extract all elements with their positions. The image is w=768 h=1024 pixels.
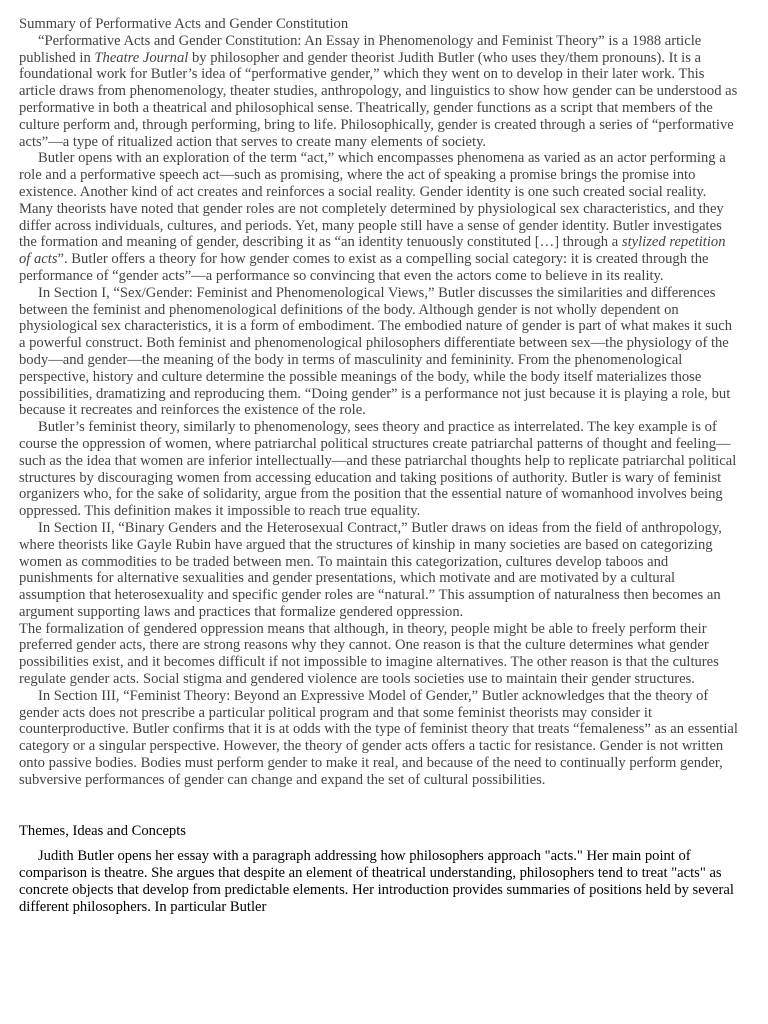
paragraph-6: The formalization of gendered oppression means that although, in theory, people might be able to freely perform their preferred gender acts, there are strong reasons why they cannot. One reason is that the culture determines what gender possibilities exist, and it becomes difficult if not impossible to imagine alternatives. The other reason is that the cultures regulate gender acts. Social stigma and gendered violence are tools societies use to maintain their gender structures. — [19, 620, 719, 688]
paragraph-1-text-b: by philosopher and gender theorist Judith Butler (who uses they/them pronouns). It is a foundational work for Butler’s idea of “performative gender,” which they went on to develop in their later work. This article draws from phenomenology, theater studies, anthropology, and linguistics to show how gender can be understood as performative in both a theatrical and philosophical sense. Theatrically, gender functions as a script that members of the culture perform and, through performing, bring to life. Philosophically, gender is created through a series of “performative acts”—a type of ritualized action that serves to create many elements of society. — [19, 49, 738, 150]
paragraph-2-text-a: Butler opens with an exploration of the term “act,” which encompasses phenomena as varied as an actor performing a role and a performative speech act—such as promising, where the act of speaking a promise brings the promise into existence. Another kind of act creates and reinforces a social reality. Gender identity is one such created social reality. Many theorists have noted that gender roles are not completely determined by physiological sex characteristics, and they differ across individuals, cultures, and periods. Yet, many people still have a sense of gender identity. Butler investigates the formation and meaning of gender, describing it as “an identity tenuously constituted […] through a — [19, 150, 726, 251]
themes-heading: Themes, Ideas and Concepts — [19, 822, 186, 839]
paragraph-2-text-b: ”. Butler offers a theory for how gender comes to exist as a compelling social category: it is created through the performance of “gender acts”—a performance so convincing that even the actors come to believe in its reality. — [19, 251, 709, 284]
section-gap — [19, 789, 740, 823]
summary-section — [19, 16, 740, 789]
paragraph-2 — [19, 150, 740, 284]
paragraph-5: In Section II, “Binary Genders and the Heterosexual Contract,” Butler draws on ideas from the field of anthropology, where theorists like Gayle Rubin have argued that the structures of kinship in many societies are based on categorizing women as commodities to be traded between men. To maintain this categorization, cultures develop taboos and punishments for alternative sexualities and gender presentations, which motivate and are motivated by a cultural assumption that heterosexuality and specific gender roles are “natural.” This assumption of naturalness then becomes an argument supporting laws and practices that formalize gendered oppression. — [19, 519, 722, 620]
paragraph-4: Butler’s feminist theory, similarly to phenomenology, sees theory and practice as interrelated. The key example is of course the oppression of women, where patriarchal political structures create patriarchal patterns of thought and feeling—such as the idea that women are inferior intellectually—and these patriarchal thoughts help to replicate patriarchal political structures by discouraging women from accessing education and taking positions of authority. Butler is wary of feminist organizers who, for the sake of solidarity, argue from the position that the essential nature of womanhood involves being oppressed. This definition makes it impossible to reach true equality. — [19, 419, 737, 520]
paragraph-7: In Section III, “Feminist Theory: Beyond an Expressive Model of Gender,” Butler acknowledges that the theory of gender acts does not prescribe a particular political program and that some feminist theorists may consider it counterproductive. Butler confirms that it is at odds with the type of feminist theory that treats “femaleness” as an essential category or a singular perspective. However, the theory of gender acts offers a tactic for resistance. Gender is not written onto passive bodies. Bodies must perform gender to make it real, and because of the need to continually perform gender, subversive performances of gender can change and expand the set of cultural possibilities. — [19, 687, 738, 788]
emphasis-phrase: stylized repetition of acts — [19, 234, 726, 268]
paragraph-3: In Section I, “Sex/Gender: Feminist and Phenomenological Views,” Butler discusses the similarities and differences between the feminist and phenomenological definitions of the body. Although gender is not wholly dependent on physiological sex characteristics, it is a form of embodiment. The embodied nature of gender is part of what makes it such a powerful construct. Both feminist and phenomenological philosophers differentiate between sex—the physiology of the body—and gender—the meaning of the body in terms of masculinity and femininity. From the phenomenological perspective, history and culture determine the possible meanings of the body, while the body itself materializes those possibilities, dramatizing and reproducing them. “Doing gender” is a performance not just because it is playing a role, but because it recreates and reinforces the existence of the role. — [19, 284, 732, 419]
paragraph-1-text-a: “Performative Acts and Gender Constitution: An Essay in Phenomenology and Feminist Theory” is a 1988 article published in — [19, 32, 702, 66]
paragraph-1 — [19, 33, 740, 151]
document-title: Summary of Performative Acts and Gender Constitution — [19, 16, 349, 32]
themes-section — [19, 823, 740, 916]
themes-paragraph: Judith Butler opens her essay with a paragraph addressing how philosophers approach "acts." Her main point of comparison is theatre. She argues that despite an element of theatrical understanding, philosophers tend to treat "acts" as concrete objects that develop from predictable elements. Her introduction provides summaries of positions held by several different philosophers. In particular Butler — [19, 848, 734, 915]
journal-title: Theatre Journal — [94, 49, 189, 66]
